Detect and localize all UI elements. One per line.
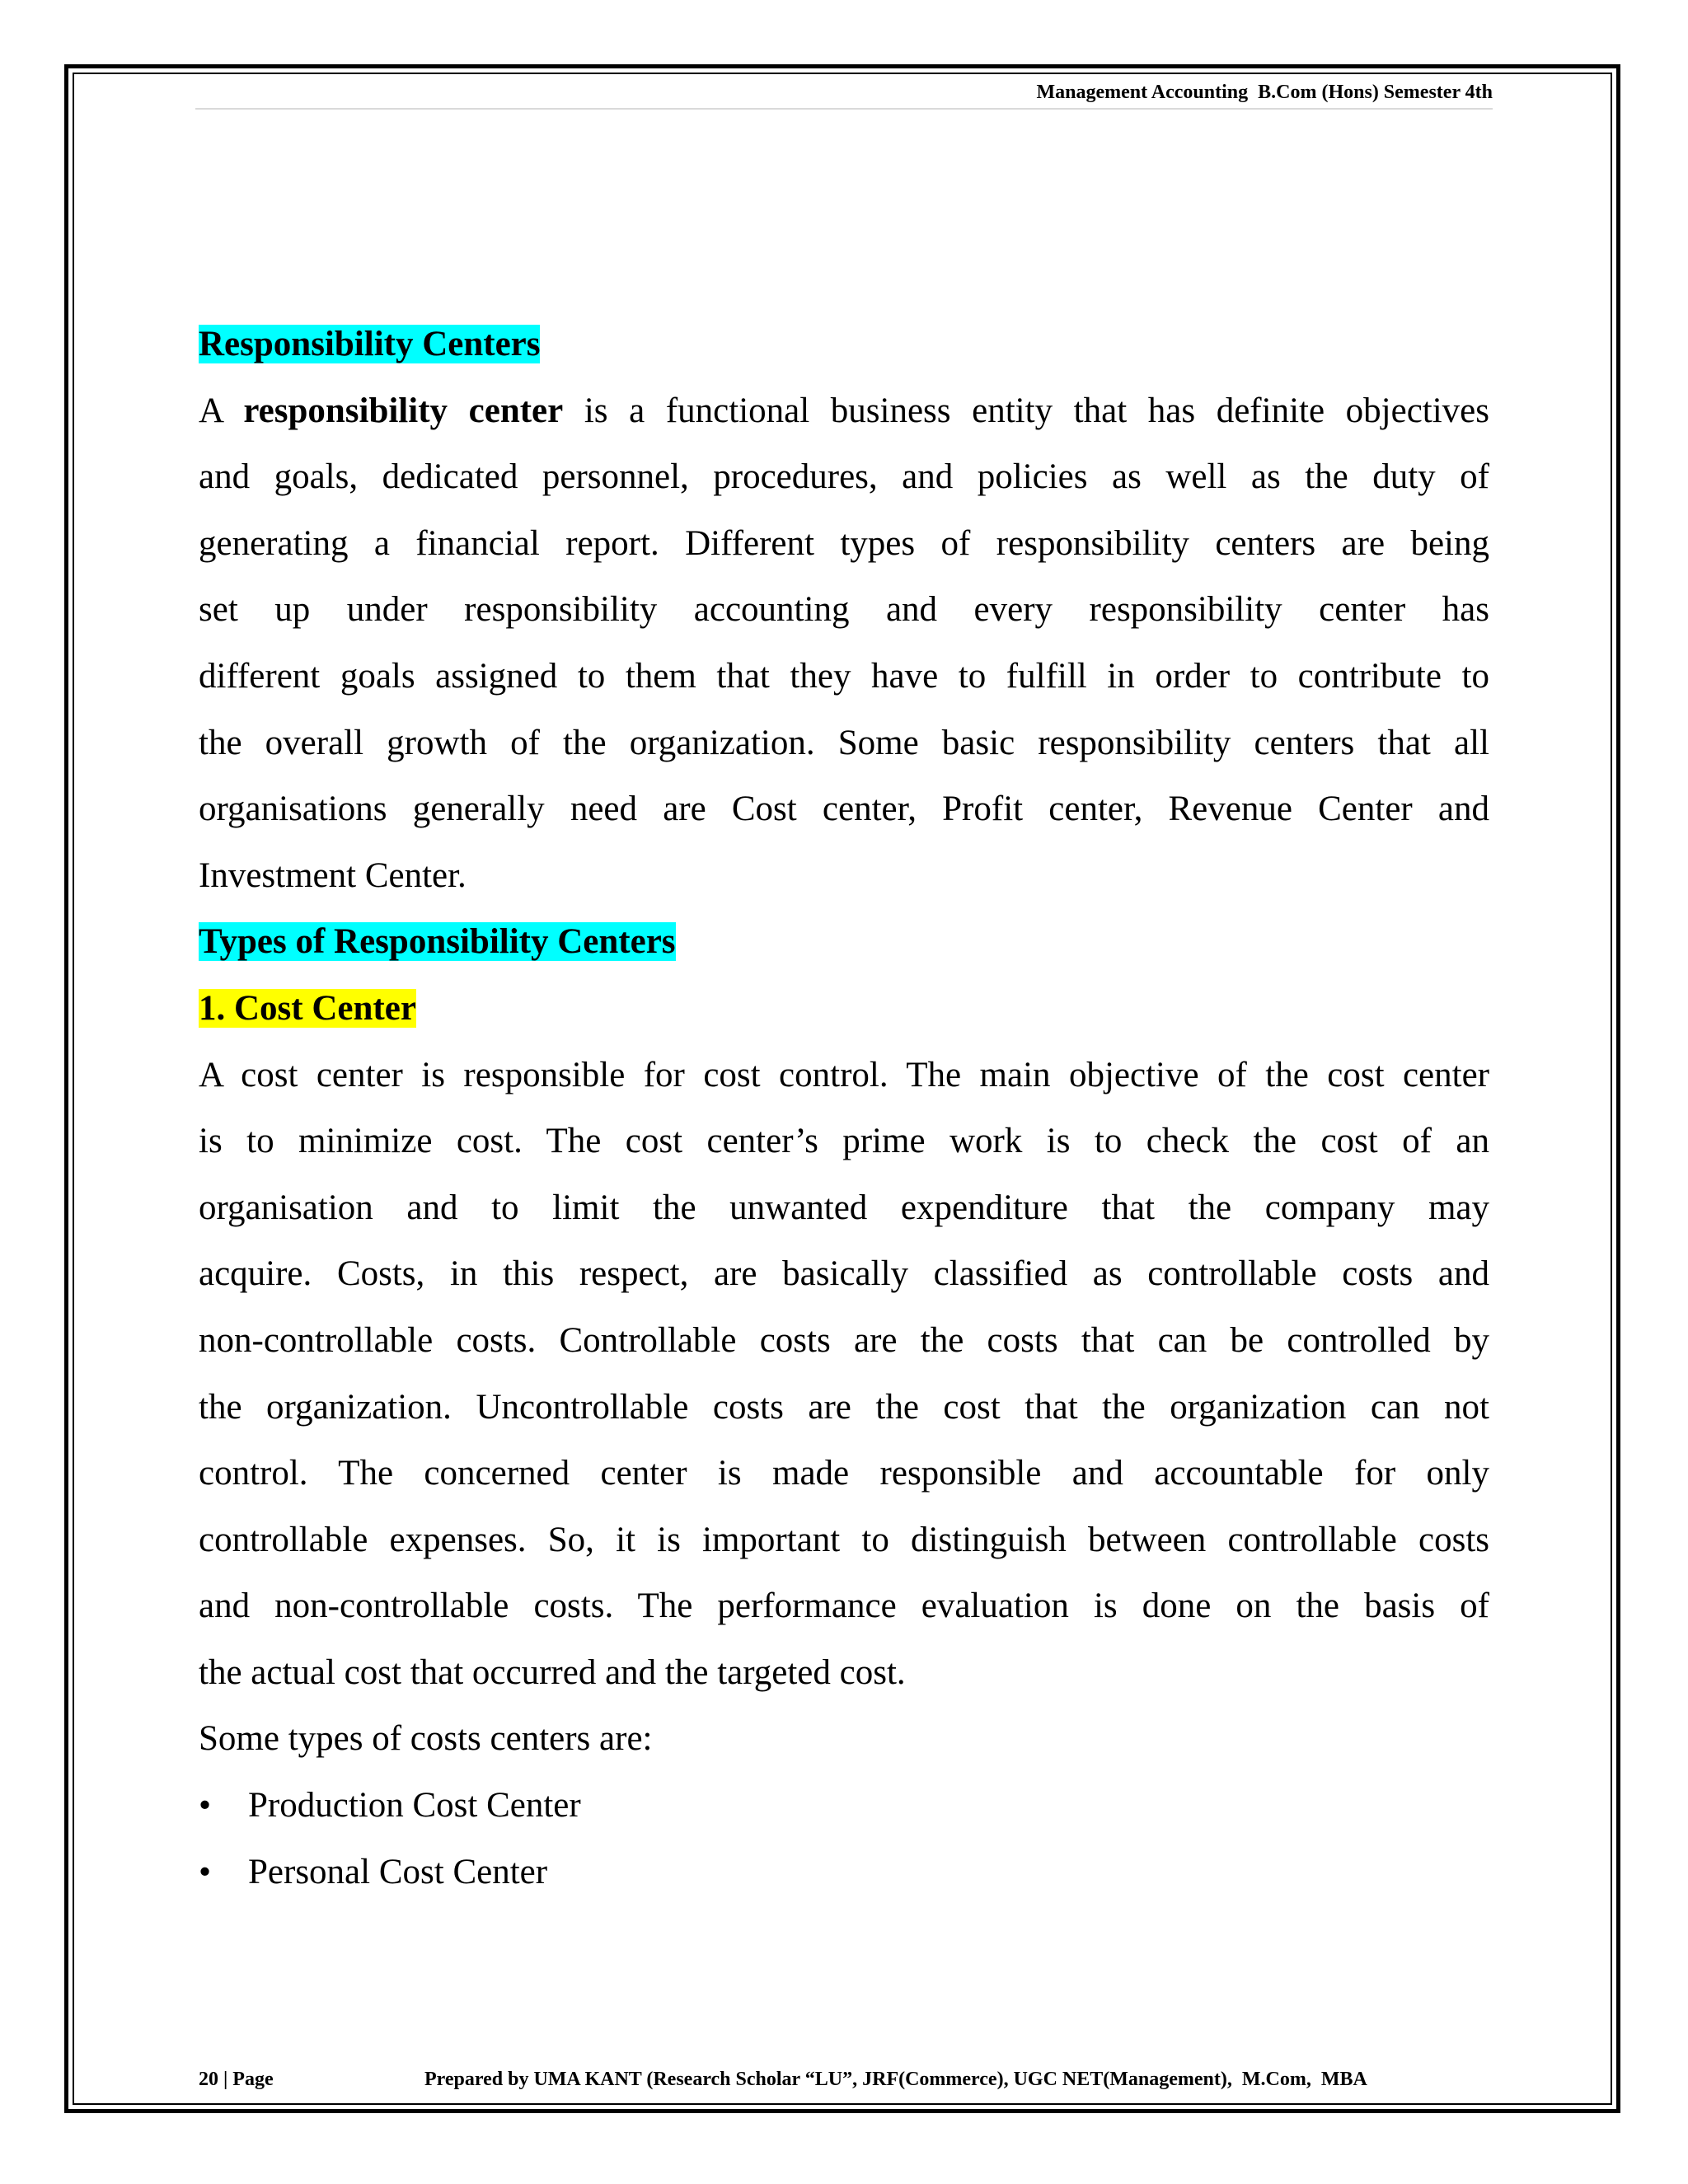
prepared-by: Prepared by UMA KANT (Research Scholar “LU”, JRF(Commerce), UGC NET(Management), M.Com, MBA	[424, 2069, 1367, 2090]
intro-line: generating a financial report. Different types of responsibility centers are being	[199, 523, 1489, 563]
intro-line: Investment Center.	[199, 855, 467, 895]
header-title: Management Accounting B.Com (Hons) Semester 4th	[1036, 82, 1493, 103]
intro-line: organisations generally need are Cost center, Profit center, Revenue Center and	[199, 790, 1489, 829]
cost-center-types-list	[199, 1773, 1489, 1905]
intro-paragraph	[199, 378, 1489, 910]
section-heading-text: Responsibility Centers	[199, 325, 541, 363]
page-footer	[195, 2063, 1493, 2096]
cost-line: is to minimize cost. The cost center’s prime work is to check the cost of an	[199, 1122, 1489, 1161]
intro-prefix: A	[199, 391, 244, 430]
cost-center-paragraph	[199, 1043, 1489, 1707]
cost-center-heading-text: 1. Cost Center	[199, 988, 416, 1028]
types-intro: Some types of costs centers are:	[199, 1719, 653, 1759]
list-item	[199, 1773, 1489, 1840]
intro-line: set up under responsibility accounting and every responsibility center has	[199, 590, 1489, 630]
types-heading	[199, 909, 1489, 976]
intro-rest: is a functional business entity that has definite objectives	[563, 391, 1489, 430]
list-item-text: Production Cost Center	[248, 1786, 581, 1825]
page-number: 20 | Page	[199, 2069, 274, 2090]
cost-line: non-controllable costs. Controllable costs are the costs that can be controlled by	[199, 1320, 1489, 1360]
intro-line: and goals, dedicated personnel, procedures, and policies as well as the duty of	[199, 457, 1489, 497]
bullet-icon: •	[199, 1852, 212, 1891]
section-heading	[199, 312, 1489, 378]
intro-line: the overall growth of the organization. Some basic responsibility centers that all	[199, 723, 1489, 762]
intro-line: different goals assigned to them that they have to fulfill in order to contribute to	[199, 656, 1489, 696]
page-content	[199, 312, 1489, 1905]
cost-line: acquire. Costs, in this respect, are basically classified as controllable costs and	[199, 1254, 1489, 1294]
cost-line: the actual cost that occurred and the targeted cost.	[199, 1652, 906, 1692]
types-heading-text: Types of Responsibility Centers	[199, 922, 676, 962]
cost-line: controllable expenses. So, it is important to distinguish between controllable costs	[199, 1520, 1489, 1559]
cost-line: organisation and to limit the unwanted expenditure that the company may	[199, 1188, 1489, 1227]
cost-line: control. The concerned center is made responsible and accountable for only	[199, 1454, 1489, 1493]
intro-line-1	[199, 378, 1489, 445]
cost-line: the organization. Uncontrollable costs are the cost that the organization can not	[199, 1387, 1489, 1427]
cost-line: A cost center is responsible for cost control. The main objective of the cost center	[199, 1055, 1489, 1094]
list-item	[199, 1840, 1489, 1906]
bullet-icon: •	[199, 1786, 212, 1825]
cost-center-heading	[199, 976, 1489, 1043]
intro-bold-term: responsibility center	[243, 391, 564, 430]
page-header	[195, 78, 1493, 110]
cost-line: and non-controllable costs. The performance evaluation is done on the basis of	[199, 1586, 1489, 1626]
list-item-text: Personal Cost Center	[248, 1852, 548, 1891]
